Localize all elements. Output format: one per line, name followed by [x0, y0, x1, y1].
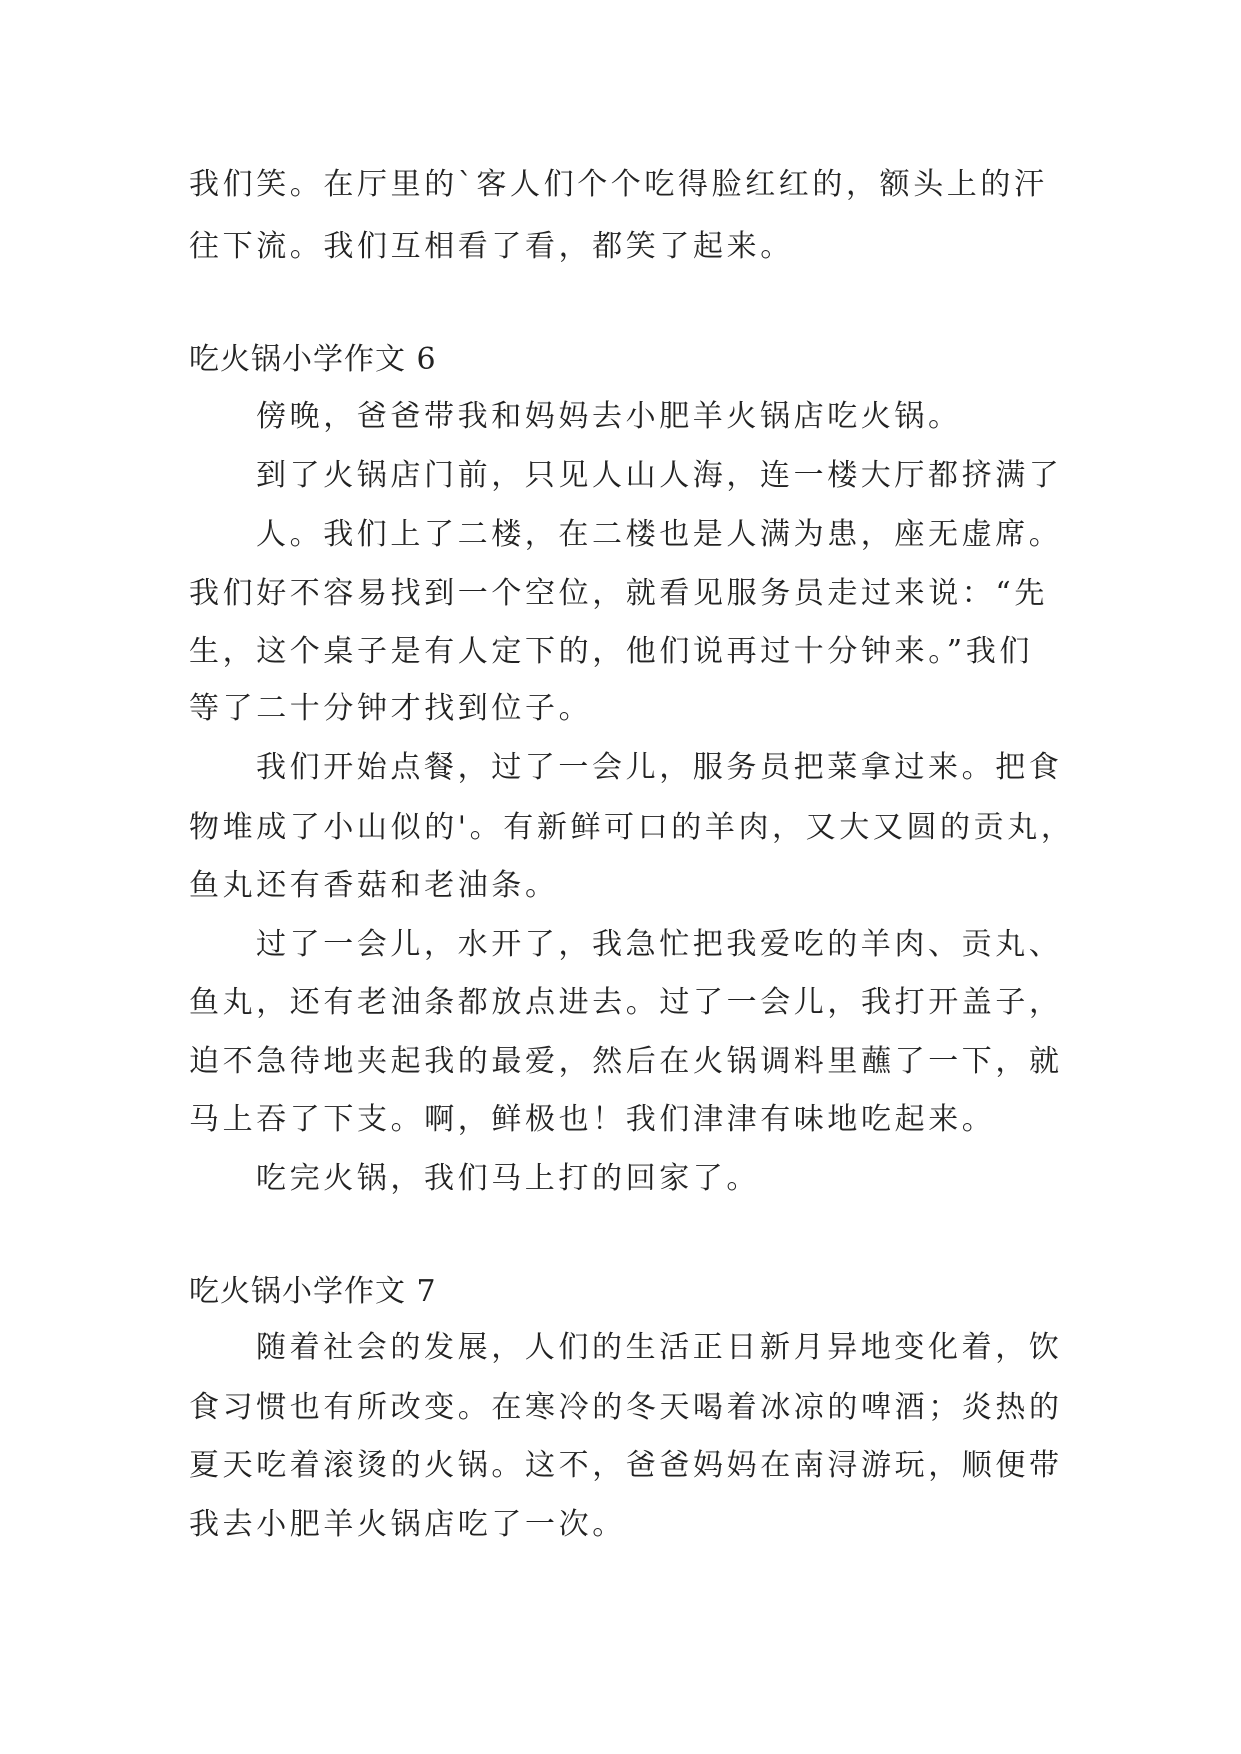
paragraph-line: 人。我们上了二楼，在二楼也是人满为患，座无虚席。	[256, 517, 1063, 552]
paragraph-line: 到了火锅店门前，只见人山人海，连一楼大厅都挤满了	[256, 458, 1063, 493]
paragraph-line: 我去小肥羊火锅店吃了一次。	[189, 1507, 626, 1542]
paragraph-line: 物堆成了小山似的'。有新鲜可口的羊肉，又大又圆的贡丸，	[189, 810, 1075, 845]
paragraph-line: 傍晚，爸爸带我和妈妈去小肥羊火锅店吃火锅。	[256, 399, 962, 434]
paragraph-line: 马上吞了下支。啊，鲜极也！我们津津有味地吃起来。	[189, 1102, 996, 1137]
paragraph-line: 鱼丸还有香菇和老油条。	[189, 868, 559, 903]
section-heading: 吃火锅小学作文 6	[189, 342, 437, 377]
section-heading: 吃火锅小学作文 7	[189, 1274, 437, 1309]
paragraph-line: 随着社会的发展，人们的生活正日新月异地变化着，饮	[256, 1330, 1063, 1365]
paragraph-line: 等了二十分钟才找到位子。	[189, 691, 593, 726]
paragraph-line: 鱼丸，还有老油条都放点进去。过了一会儿，我打开盖子，	[189, 985, 1063, 1020]
paragraph-line: 我们笑。在厅里的`客人们个个吃得脸红红的，额头上的汗	[189, 167, 1048, 202]
paragraph-line: 过了一会儿，水开了，我急忙把我爱吃的羊肉、贡丸、	[256, 927, 1063, 962]
paragraph-line: 迫不急待地夹起我的最爱，然后在火锅调料里蘸了一下，就	[189, 1044, 1063, 1079]
paragraph-line: 往下流。我们互相看了看，都笑了起来。	[189, 229, 794, 264]
paragraph-line: 我们好不容易找到一个空位，就看见服务员走过来说：“先	[189, 576, 1048, 611]
paragraph-line: 生，这个桌子是有人定下的，他们说再过十分钟来。”我们	[189, 634, 1033, 669]
paragraph-line: 吃完火锅，我们马上打的回家了。	[256, 1161, 760, 1196]
paragraph-line: 食习惯也有所改变。在寒冷的冬天喝着冰凉的啤酒；炎热的	[189, 1390, 1063, 1425]
paragraph-line: 我们开始点餐，过了一会儿，服务员把菜拿过来。把食	[256, 750, 1063, 785]
paragraph-line: 夏天吃着滚烫的火锅。这不，爸爸妈妈在南浔游玩，顺便带	[189, 1448, 1063, 1483]
